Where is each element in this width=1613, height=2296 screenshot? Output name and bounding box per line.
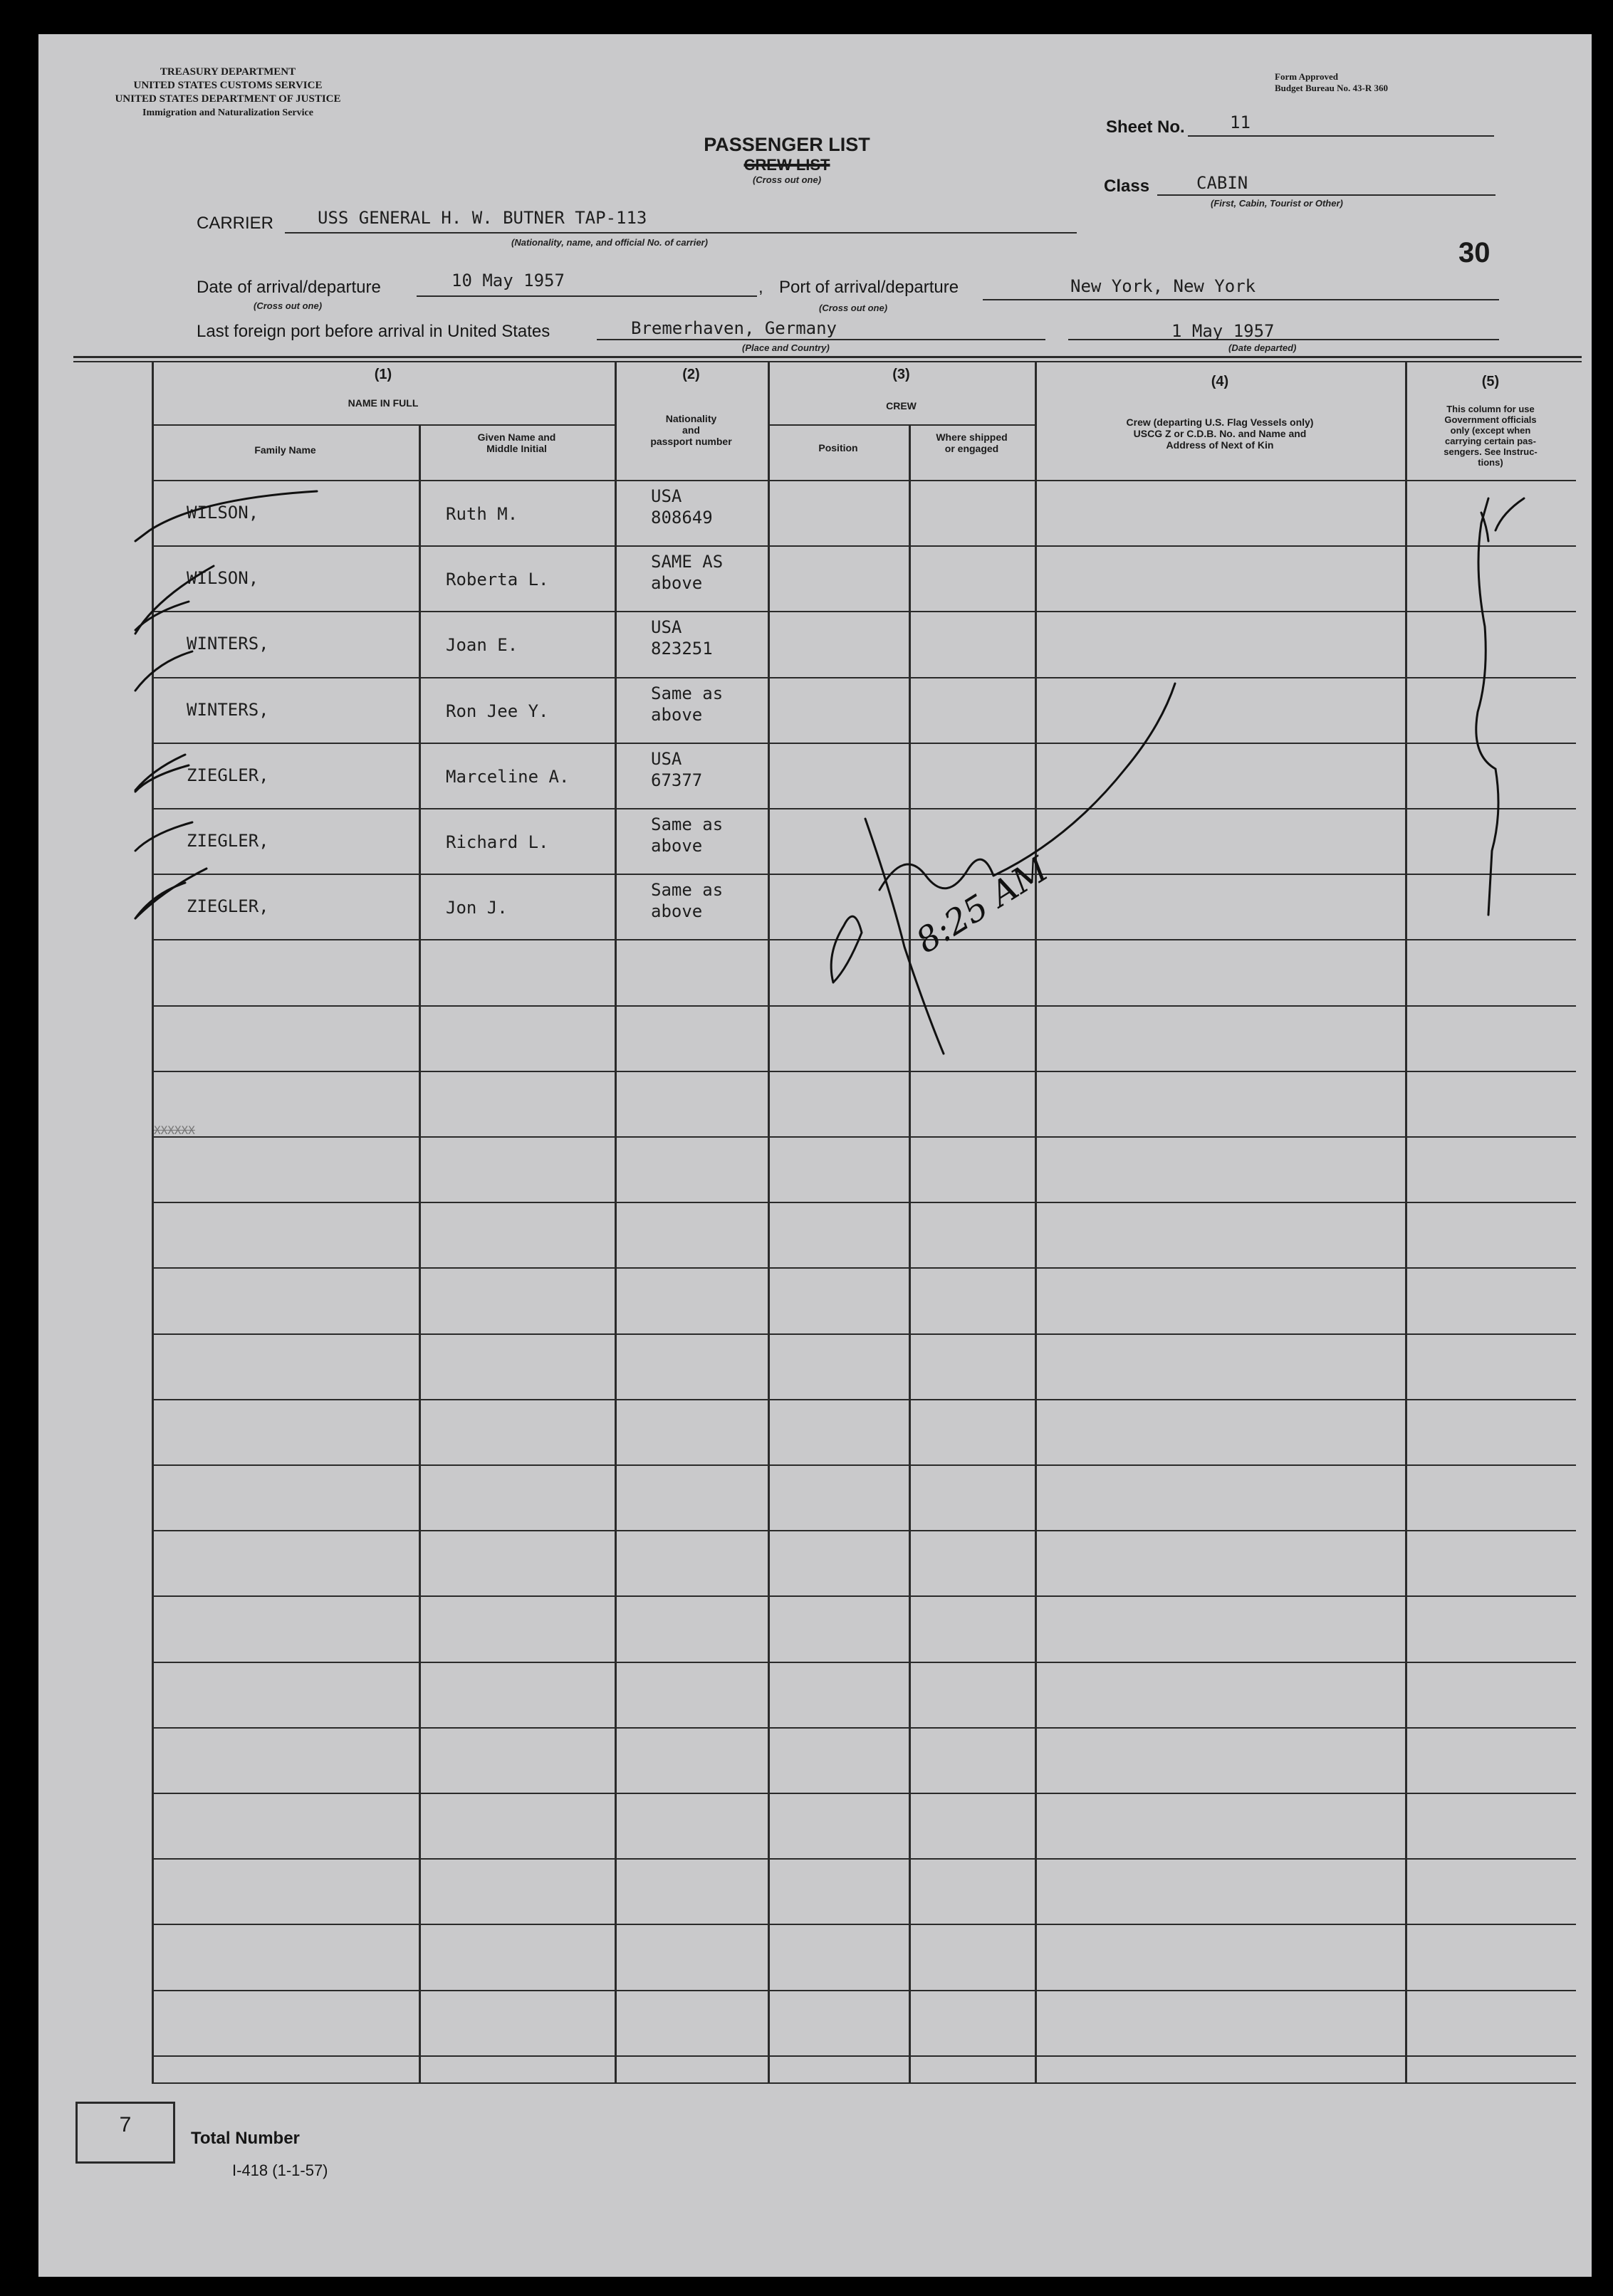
family-name: WINTERS, xyxy=(187,699,269,720)
check-mark xyxy=(135,869,207,918)
check-mark xyxy=(135,566,214,634)
passport-line: above xyxy=(651,901,703,922)
col5-line: sengers. See Instruc- xyxy=(1444,446,1538,457)
col1-family-header: Family Name xyxy=(254,444,316,456)
col5-line: Government officials xyxy=(1444,414,1537,425)
class-value: CABIN xyxy=(1196,173,1248,193)
col5-number: (5) xyxy=(1481,374,1500,389)
comma: , xyxy=(758,278,763,297)
check-mark xyxy=(135,883,185,918)
official-tick xyxy=(1481,513,1488,541)
given-name: Jon J. xyxy=(446,898,508,918)
passport-line: 823251 xyxy=(651,639,713,659)
given-name: Joan E. xyxy=(446,635,518,656)
col2-line: passport number xyxy=(650,436,732,447)
sheet-label: Sheet No. xyxy=(1106,117,1185,137)
given-name: Richard L. xyxy=(446,832,549,852)
col3-number: (3) xyxy=(892,367,910,382)
family-name: ZIEGLER, xyxy=(187,831,269,851)
check-mark xyxy=(135,602,189,630)
arrival-date-value: 10 May 1957 xyxy=(451,271,565,290)
form-approved-line: Form Approved xyxy=(1275,71,1338,82)
col1-given-line: Given Name and xyxy=(477,431,556,443)
last-port-label: Last foreign port before arrival in United States xyxy=(197,322,550,341)
col4-line: USCG Z or C.D.B. No. and Name and xyxy=(1133,428,1307,439)
col2-line: Nationality xyxy=(665,413,717,424)
crew-list-title: CREW LIST xyxy=(743,156,830,174)
arrival-port-label: Port of arrival/departure xyxy=(779,278,959,297)
date-departed-note: (Date departed) xyxy=(1228,342,1297,353)
family-name: ZIEGLER, xyxy=(187,765,269,785)
arrival-date-note: (Cross out one) xyxy=(254,300,323,311)
given-name: Ron Jee Y. xyxy=(446,701,549,721)
form-approved-line: Budget Bureau No. 43-R 360 xyxy=(1275,83,1389,93)
class-label: Class xyxy=(1104,177,1150,196)
signature-stroke xyxy=(831,916,862,982)
last-port-value: Bremerhaven, Germany xyxy=(631,318,837,338)
check-mark xyxy=(135,651,192,691)
family-name: ZIEGLER, xyxy=(187,896,269,917)
given-name: Ruth M. xyxy=(446,504,518,524)
check-mark xyxy=(135,765,189,792)
signature-stroke xyxy=(993,683,1175,876)
nationality-line: Same as xyxy=(651,814,724,834)
carrier-value: USS GENERAL H. W. BUTNER TAP-113 xyxy=(318,208,647,228)
arrival-port-value: New York, New York xyxy=(1070,276,1256,296)
col5-line: tions) xyxy=(1478,457,1503,468)
agency-line: UNITED STATES DEPARTMENT OF JUSTICE xyxy=(115,93,341,105)
passport-line: 67377 xyxy=(651,770,703,790)
agency-line: Immigration and Naturalization Service xyxy=(142,108,313,118)
given-name: Marceline A. xyxy=(446,766,570,787)
nationality-line: USA xyxy=(651,486,682,506)
sheet-value: 11 xyxy=(1230,112,1251,132)
passenger-list-title: PASSENGER LIST xyxy=(704,134,870,155)
col5-line: only (except when xyxy=(1450,425,1531,436)
check-mark xyxy=(135,822,192,851)
agency-line: TREASURY DEPARTMENT xyxy=(160,66,296,78)
nationality-line: USA xyxy=(651,617,682,638)
col3-position-header: Position xyxy=(818,442,858,454)
col1-given-line: Middle Initial xyxy=(486,443,547,454)
class-note: (First, Cabin, Tourist or Other) xyxy=(1211,198,1343,209)
total-value: 7 xyxy=(119,2113,132,2137)
arrival-date-label: Date of arrival/departure xyxy=(197,278,381,297)
struck-marks: XXXXXX xyxy=(154,1123,195,1137)
given-name: Roberta L. xyxy=(446,570,549,590)
col4-line: Crew (departing U.S. Flag Vessels only) xyxy=(1126,416,1314,428)
official-bracket xyxy=(1476,498,1498,915)
carrier-note: (Nationality, name, and official No. of carrier) xyxy=(511,237,708,248)
col3-where-line: or engaged xyxy=(944,443,999,454)
passport-line: above xyxy=(651,836,703,856)
title-note: (Cross out one) xyxy=(752,174,822,185)
passport-line: above xyxy=(651,573,703,594)
nationality-line: Same as xyxy=(651,683,724,703)
date-departed-value: 1 May 1957 xyxy=(1171,321,1275,341)
family-name: WILSON, xyxy=(187,568,259,589)
official-tick xyxy=(1495,498,1524,530)
nationality-line: USA xyxy=(651,748,682,769)
col2-line: and xyxy=(682,424,700,436)
nationality-line: SAME AS xyxy=(651,552,724,572)
form-number: I-418 (1-1-57) xyxy=(232,2161,328,2179)
passport-line: above xyxy=(651,704,703,725)
col4-line: Address of Next of Kin xyxy=(1166,439,1274,451)
col2-number: (2) xyxy=(682,367,700,382)
total-label: Total Number xyxy=(191,2129,300,2148)
handwritten-time: 8:25 AM xyxy=(909,849,1055,962)
col3-title: CREW xyxy=(886,400,917,412)
agency-line: UNITED STATES CUSTOMS SERVICE xyxy=(133,80,323,91)
check-mark xyxy=(135,491,317,541)
col1-title: NAME IN FULL xyxy=(348,397,419,409)
family-name: WINTERS, xyxy=(187,634,269,654)
col5-line: carrying certain pas- xyxy=(1445,436,1536,446)
carrier-label: CARRIER xyxy=(197,214,274,233)
col3-where-line: Where shipped xyxy=(936,431,1008,443)
page-number: 30 xyxy=(1458,237,1491,268)
col5-line: This column for use xyxy=(1446,404,1535,414)
nationality-line: Same as xyxy=(651,880,724,901)
arrival-port-note: (Cross out one) xyxy=(819,303,888,313)
passport-line: 808649 xyxy=(651,508,713,528)
last-port-note: (Place and Country) xyxy=(742,342,830,353)
family-name: WILSON, xyxy=(187,503,259,523)
col4-number: (4) xyxy=(1211,374,1229,389)
col1-number: (1) xyxy=(374,367,392,382)
